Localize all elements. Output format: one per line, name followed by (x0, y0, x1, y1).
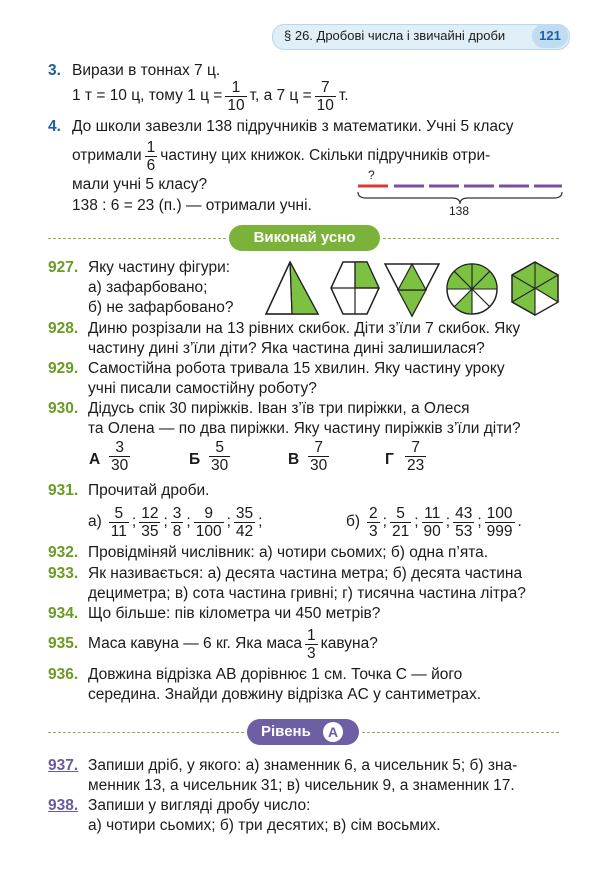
exercise-927-a: а) зафарбовано; (88, 279, 208, 296)
exercise-937-line2: менник 13, а чисельник 31; в) чисельник 9, а знаменник 17. (88, 777, 515, 794)
circle-shape (447, 264, 497, 314)
example-4-solution: 138 : 6 = 23 (п.) — отримали учні. (72, 197, 312, 214)
exercise-936-line2: середина. Знайди довжину відрізка AC у сантиметрах. (88, 686, 482, 703)
exercise-930-line2: та Олена — по два пиріжки. Яку частину пиріжків з’їли діти? (88, 420, 521, 437)
level-badge: А (323, 722, 343, 742)
exercise-929-number: 929. (48, 360, 79, 377)
fraction: $\frac{1}{6}$ (146, 138, 156, 174)
fraction: $\frac{1}{10}$ (227, 78, 245, 114)
fraction: $\frac{5}{21}$ (391, 504, 410, 540)
option-b-fraction: $\frac{5}{30}$ (211, 439, 229, 474)
diagram-question-mark: ? (368, 168, 375, 182)
inverted-triangle-shape (385, 264, 439, 316)
exercise-933-line1: Як називається: а) десята частина метра; б) десята частина (88, 565, 523, 582)
section-title: § 26. Дробові числа і звичайні дроби (284, 28, 506, 43)
fractions-group-b: б) $\frac{2}{3}$ ; $\frac{5}{21}$ ; $\frac{11}{90}$ ; $\frac{43}{53}$ ; $\frac{100}{999}$ . (346, 504, 522, 540)
fraction: $\frac{9}{100}$ (195, 504, 222, 540)
exercise-938-number: 938. (48, 797, 79, 814)
exercise-927-text: Яку частину фігури: (88, 259, 231, 276)
option-d-fraction: $\frac{7}{23}$ (407, 439, 425, 474)
exercise-934-number: 934. (48, 605, 79, 622)
fraction: $\frac{35}{42}$ (235, 504, 254, 540)
exercise-936-number: 936. (48, 666, 79, 683)
page-number: 121 (532, 24, 568, 48)
exercise-928-line2: частину дині з’їли діти? Яка частина дині залишилася? (88, 340, 485, 357)
section-banner-oral: Виконай усно (229, 225, 380, 251)
fraction: $\frac{7}{10}$ (316, 78, 334, 114)
section-banner-level-a: Рівень А (247, 719, 359, 745)
exercise-933-number: 933. (48, 565, 79, 582)
exercise-932-text: Провідміняй числівник: а) чотири сьомих; б) одна п’ята. (88, 544, 489, 561)
example-4-line3: мали учні 5 класу? (72, 176, 208, 193)
fraction: $\frac{12}{35}$ (141, 504, 159, 540)
hexagon-shape (331, 262, 379, 314)
fraction: $\frac{5}{11}$ (110, 504, 127, 540)
fraction: $\frac{1}{3}$ (307, 626, 316, 662)
fraction: $\frac{100}{999}$ (486, 504, 513, 540)
example-3-line1: Вирази в тоннах 7 ц. (72, 62, 221, 79)
option-a-label: А (89, 451, 101, 468)
option-b-label: Б (189, 451, 201, 468)
triangle-shape (266, 262, 318, 314)
exercise-931-text: Прочитай дроби. (88, 482, 210, 499)
option-a-fraction: $\frac{3}{30}$ (111, 439, 129, 474)
hexagon-triangles-shape (512, 262, 558, 315)
option-c-label: В (288, 451, 300, 468)
exercise-933-line2: дециметра; в) сота частина гривні; г) тисячна частина літра? (88, 585, 526, 602)
option-d-label: Г (385, 451, 394, 468)
diagram-total: 138 (449, 204, 470, 218)
exercise-938-line2: а) чотири сьомих; б) три десятих; в) сім восьмих. (88, 817, 441, 834)
exercise-929-line2: учні писали самостійну роботу? (88, 380, 317, 397)
exercise-938-line1: Запиши у вигляді дробу число: (88, 797, 311, 814)
exercise-937-number: 937. (48, 757, 79, 774)
exercise-935-text: Маса кавуна — 6 кг. Яка маса $\frac{1}{3}$ кавуна? (88, 626, 378, 662)
example-3-line2: 1 т = 10 ц, тому 1 ц = $\frac{1}{10}$ т, а 7 ц = $\frac{7}{10}$ т. (72, 78, 349, 114)
exercise-936-line1: Довжина відрізка AB дорівнює 1 см. Точка C — його (88, 666, 463, 683)
fraction: $\frac{2}{3}$ (369, 504, 378, 540)
fractions-group-a: а) $\frac{5}{11}$ ; $\frac{12}{35}$ ; $\frac{3}{8}$ ; $\frac{9}{100}$ ; $\frac{35}{42}$ ; (88, 504, 263, 540)
example-3-number: 3. (48, 62, 61, 79)
fraction: $\frac{43}{53}$ (455, 504, 473, 540)
exercise-930-number: 930. (48, 400, 79, 417)
exercise-929-line1: Самостійна робота тривала 15 хвилин. Яку частину уроку (88, 360, 505, 377)
example-4-line2: отримали $\frac{1}{6}$ частину цих книжок. Скільки підручників отри- (72, 138, 491, 174)
divider (362, 732, 559, 733)
exercise-935-number: 935. (48, 635, 79, 652)
exercise-937-line1: Запиши дріб, у якого: а) знаменник 6, а чисельник 5; б) зна- (88, 757, 518, 774)
example-4-line1: До школи завезли 138 підручників з математики. Учні 5 класу (72, 118, 514, 135)
divider (48, 732, 244, 733)
exercise-934-text: Що більше: пів кілометра чи 450 метрів? (88, 605, 381, 622)
exercise-927-b: б) не зафарбовано? (88, 299, 234, 316)
example-4-number: 4. (48, 118, 61, 135)
fraction: $\frac{11}{90}$ (423, 504, 441, 540)
exercise-932-number: 932. (48, 544, 79, 561)
option-c-fraction: $\frac{7}{30}$ (310, 439, 328, 474)
exercise-927-number: 927. (48, 259, 79, 276)
exercise-928-line1: Диню розрізали на 13 рівних скибок. Діти з’їли 7 скибок. Яку (88, 320, 521, 337)
exercise-931-number: 931. (48, 482, 79, 499)
exercise-928-number: 928. (48, 320, 79, 337)
exercise-930-line1: Дідусь спік 30 пиріжків. Іван з’їв три пиріжки, а Олеся (88, 400, 470, 417)
fraction: $\frac{3}{8}$ (172, 504, 182, 540)
